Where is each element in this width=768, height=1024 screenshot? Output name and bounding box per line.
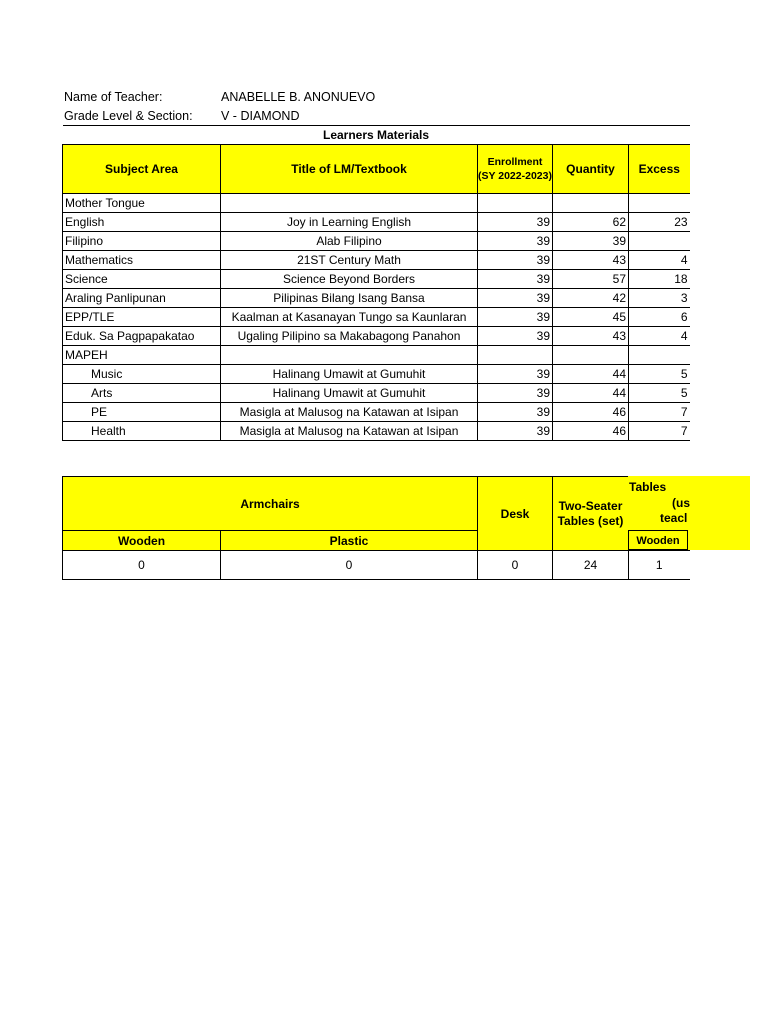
- table-row: [63, 308, 690, 327]
- subject-cell: Music: [63, 365, 221, 384]
- desk-header: Desk: [478, 477, 553, 551]
- title-cell: Kaalman at Kasanayan Tungo sa Kaunlaran: [221, 308, 478, 327]
- excess-cell: [629, 346, 690, 365]
- title-cell: [221, 346, 478, 365]
- excess-cell: 6: [629, 308, 690, 327]
- quantity-cell: 43: [553, 327, 629, 346]
- enrollment-cell: 39: [478, 365, 553, 384]
- table-row: [63, 422, 690, 441]
- plastic-header: Plastic: [221, 531, 478, 551]
- title-cell: 21ST Century Math: [221, 251, 478, 270]
- excess-cell: 23: [629, 213, 690, 232]
- enrollment-cell: 39: [478, 270, 553, 289]
- title-cell: Masigla at Malusog na Katawan at Isipan: [221, 403, 478, 422]
- table-row: [63, 194, 690, 213]
- quantity-cell: 62: [553, 213, 629, 232]
- subject-cell: PE: [63, 403, 221, 422]
- enrollment-cell: 39: [478, 232, 553, 251]
- quantity-cell: 44: [553, 365, 629, 384]
- subject-cell: English: [63, 213, 221, 232]
- table-row: [63, 346, 690, 365]
- table-row: [63, 403, 690, 422]
- enrollment-cell: 39: [478, 384, 553, 403]
- subject-cell: Health: [63, 422, 221, 441]
- subject-cell: MAPEH: [63, 346, 221, 365]
- table-row: [63, 327, 690, 346]
- col-title: Title of LM/Textbook: [221, 145, 478, 194]
- quantity-cell: 46: [553, 422, 629, 441]
- title-cell: Halinang Umawit at Gumuhit: [221, 384, 478, 403]
- title-cell: Alab Filipino: [221, 232, 478, 251]
- lm-title-row: [63, 126, 690, 145]
- excess-cell: 4: [629, 251, 690, 270]
- enrollment-cell: 39: [478, 422, 553, 441]
- subject-cell: Arts: [63, 384, 221, 403]
- table-row: [63, 232, 690, 251]
- title-cell: Pilipinas Bilang Isang Bansa: [221, 289, 478, 308]
- title-cell: Masigla at Malusog na Katawan at Isipan: [221, 422, 478, 441]
- subject-cell: Eduk. Sa Pagpapakatao: [63, 327, 221, 346]
- title-cell: [221, 194, 478, 213]
- enrollment-cell: 39: [478, 213, 553, 232]
- furniture-header-row: [63, 477, 690, 531]
- table-row: [63, 213, 690, 232]
- table-row: [63, 270, 690, 289]
- quantity-cell: 46: [553, 403, 629, 422]
- quantity-cell: [553, 346, 629, 365]
- enrollment-cell: 39: [478, 327, 553, 346]
- excess-cell: [629, 232, 690, 251]
- enrollment-cell: [478, 194, 553, 213]
- learners-materials-table: [62, 125, 690, 441]
- teacher-label: Name of Teacher:: [64, 90, 163, 104]
- subject-cell: Mathematics: [63, 251, 221, 270]
- quantity-cell: 39: [553, 232, 629, 251]
- table-row: [63, 289, 690, 308]
- enrollment-cell: [478, 346, 553, 365]
- col-excess: Excess: [629, 145, 690, 194]
- table-row: [63, 365, 690, 384]
- excess-cell: 5: [629, 384, 690, 403]
- lm-title: Learners Materials: [63, 126, 690, 145]
- subject-cell: Araling Panlipunan: [63, 289, 221, 308]
- grade-value: V - DIAMOND: [221, 109, 300, 123]
- enrollment-cell: 39: [478, 289, 553, 308]
- excess-cell: 5: [629, 365, 690, 384]
- col-enrollment: Enrollment (SY 2022-2023): [478, 145, 553, 194]
- table-row: [63, 384, 690, 403]
- quantity-cell: 42: [553, 289, 629, 308]
- wooden-value: 0: [63, 551, 221, 580]
- col-quantity: Quantity: [553, 145, 629, 194]
- col-subject-area: Subject Area: [63, 145, 221, 194]
- enrollment-cell: 39: [478, 251, 553, 270]
- tables-header-line3: teacl: [660, 511, 688, 525]
- quantity-cell: 43: [553, 251, 629, 270]
- tables-wooden-value: 1: [629, 551, 690, 580]
- two-seater-header: Two-Seater Tables (set): [553, 477, 629, 551]
- armchairs-header: Armchairs: [63, 477, 478, 531]
- tables-wooden-header: Wooden: [628, 530, 688, 550]
- excess-cell: 3: [629, 289, 690, 308]
- title-cell: Science Beyond Borders: [221, 270, 478, 289]
- wooden-header: Wooden: [63, 531, 221, 551]
- enrollment-cell: 39: [478, 403, 553, 422]
- title-cell: Halinang Umawit at Gumuhit: [221, 365, 478, 384]
- excess-cell: 7: [629, 422, 690, 441]
- tables-header-line2: (us: [672, 496, 690, 510]
- desk-value: 0: [478, 551, 553, 580]
- title-cell: Ugaling Pilipino sa Makabagong Panahon: [221, 327, 478, 346]
- subject-cell: Filipino: [63, 232, 221, 251]
- quantity-cell: 45: [553, 308, 629, 327]
- subject-cell: Mother Tongue: [63, 194, 221, 213]
- enrollment-cell: 39: [478, 308, 553, 327]
- lm-header-row: [63, 145, 690, 194]
- excess-cell: 7: [629, 403, 690, 422]
- quantity-cell: 44: [553, 384, 629, 403]
- tables-header: [628, 476, 750, 550]
- title-cell: Joy in Learning English: [221, 213, 478, 232]
- plastic-value: 0: [221, 551, 478, 580]
- quantity-cell: 57: [553, 270, 629, 289]
- grade-label: Grade Level & Section:: [64, 109, 193, 123]
- tables-header-line1: Tables: [629, 480, 667, 494]
- furniture-values-row: [63, 551, 690, 580]
- furniture-table: [62, 476, 690, 580]
- excess-cell: 4: [629, 327, 690, 346]
- excess-cell: 18: [629, 270, 690, 289]
- teacher-value: ANABELLE B. ANONUEVO: [221, 90, 376, 104]
- subject-cell: Science: [63, 270, 221, 289]
- subject-cell: EPP/TLE: [63, 308, 221, 327]
- quantity-cell: [553, 194, 629, 213]
- two-seater-value: 24: [553, 551, 629, 580]
- excess-cell: [629, 194, 690, 213]
- table-row: [63, 251, 690, 270]
